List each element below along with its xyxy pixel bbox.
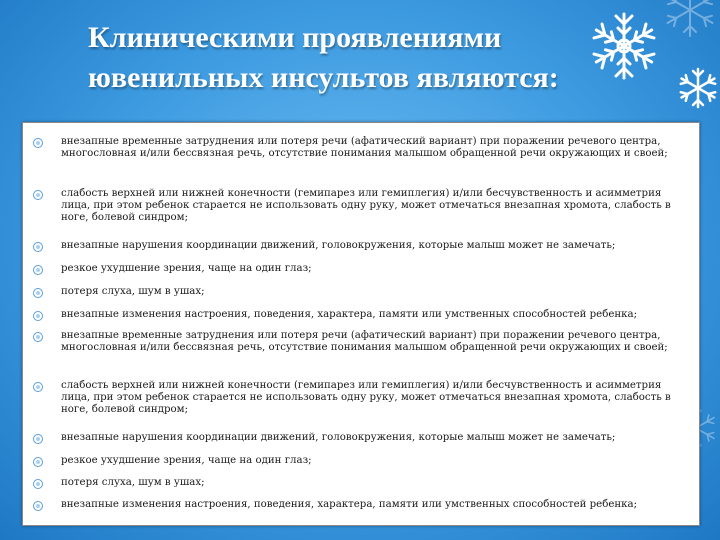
list-item-text: внезапные изменения настроения, поведения, характера, памяти или умственных способностей ребенка; — [61, 309, 638, 320]
circle-bullet-icon — [33, 288, 43, 298]
list-item-text: слабость верхней или нижней конечности (гемипарез или гемиплегия) и/или бесчувственность и асимметрия лица, при этом ребенок старается не использовать одну руку, может отмечаться внезапная хромота, слабость в ноге, болевой синдром; — [61, 380, 671, 415]
circle-bullet-icon — [33, 501, 43, 511]
list-item-text: резкое ухудшение зрения, чаще на один глаз; — [61, 455, 312, 466]
circle-bullet-icon — [33, 332, 43, 342]
circle-bullet-icon — [33, 382, 43, 392]
circle-bullet-icon — [33, 265, 43, 275]
list-item-text: внезапные нарушения координации движений, головокружения, которые малыш может не замечать; — [61, 240, 616, 251]
snowflake-icon — [660, 0, 720, 40]
list-item-text: потеря слуха, шум в ушах; — [61, 477, 205, 488]
slide-title-line-1: Клиническими проявлениями — [88, 21, 502, 54]
slide-title — [88, 18, 608, 98]
list-item-text: потеря слуха, шум в ушах; — [61, 286, 205, 297]
list-item-text: внезапные нарушения координации движений, головокружения, которые малыш может не замечать; — [61, 432, 616, 443]
circle-bullet-icon — [33, 138, 43, 148]
content-panel — [22, 122, 700, 526]
list-item-text: резкое ухудшение зрения, чаще на один глаз; — [61, 263, 312, 274]
circle-bullet-icon — [33, 479, 43, 489]
circle-bullet-icon — [33, 242, 43, 252]
circle-bullet-icon — [33, 434, 43, 444]
list-item-text: внезапные временные затруднения или потеря речи (афатический вариант) при поражении речевого центра, многословная и/или бессвязная речь, отсутствие понимания малышом обращенной речи окружающих и своей; — [61, 136, 668, 159]
list-item-text: внезапные изменения настроения, поведения, характера, памяти или умственных способностей ребенка; — [61, 499, 638, 510]
circle-bullet-icon — [33, 457, 43, 467]
circle-bullet-icon — [33, 190, 43, 200]
circle-bullet-icon — [33, 311, 43, 321]
snowflake-icon — [676, 66, 720, 110]
list-item-text: внезапные временные затруднения или потеря речи (афатический вариант) при поражении речевого центра, многословная и/или бессвязная речь, отсутствие понимания малышом обращенной речи окружающих и своей; — [61, 330, 668, 353]
slide-title-line-2: ювенильных инсультов являются: — [88, 61, 559, 94]
list-item-text: слабость верхней или нижней конечности (гемипарез или гемиплегия) и/или бесчувственность и асимметрия лица, при этом ребенок старается не использовать одну руку, может отмечаться внезапная хромота, слабость в ноге, болевой синдром; — [61, 188, 671, 223]
